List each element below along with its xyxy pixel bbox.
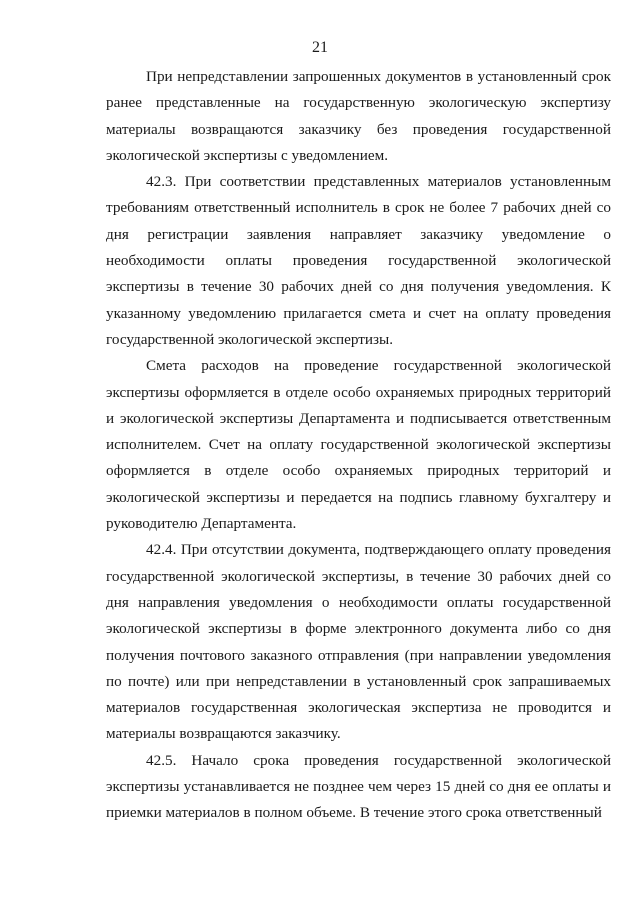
paragraph-42-5: 42.5. Начало срока проведения государственной экологической экспертизы устанавливается не позднее чем через 15 дней со дня ее оплаты и приемки материалов в полном объеме. В течение этого срока ответственный <box>106 751 611 822</box>
paragraph-cost-estimate: Смета расходов на проведение государственной экологической экспертизы оформляется в отделе особо охраняемых природных территорий и экологической экспертизы Департамента и подписывается ответственным исполнителем. Счет на оплату государственной экологической экспертизы оформляется в отделе особо охраняемых природных территорий и экологической экспертизы и передается на подпись главному бухгалтеру и руководителю Департамента. <box>106 357 611 533</box>
page-number: 21 <box>312 39 328 56</box>
document-body <box>106 64 611 827</box>
paragraph-42-4: 42.4. При отсутствии документа, подтверждающего оплату проведения государственной экологической экспертизы, в течение 30 рабочих дней со дня направления уведомления о необходимости оплаты государственной экологической экспертизы в форме электронного документа либо со дня получения почтового заказного отправления (при направлении уведомления по почте) или при непредставлении в установленный срок запрашиваемых материалов государственная экологическая экспертиза не проводится и материалы возвращаются заказчику. <box>106 541 611 743</box>
paragraph-42-3: 42.3. При соответствии представленных материалов установленным требованиям ответственный исполнитель в срок не более 7 рабочих дней со дня регистрации заявления направляет заказчику уведомление о необходимости оплаты проведения государственной экологической экспертизы в течение 30 рабочих дней со дня получения уведомления. К указанному уведомлению прилагается смета и счет на оплату проведения государственной экологической экспертизы. <box>106 173 611 348</box>
paragraph-documents-not-submitted: При непредставлении запрошенных документов в установленный срок ранее представленные на государственную экологическую экспертизу материалы возвращаются заказчику без проведения государственной экологической экспертизы с уведомлением. <box>106 68 611 164</box>
